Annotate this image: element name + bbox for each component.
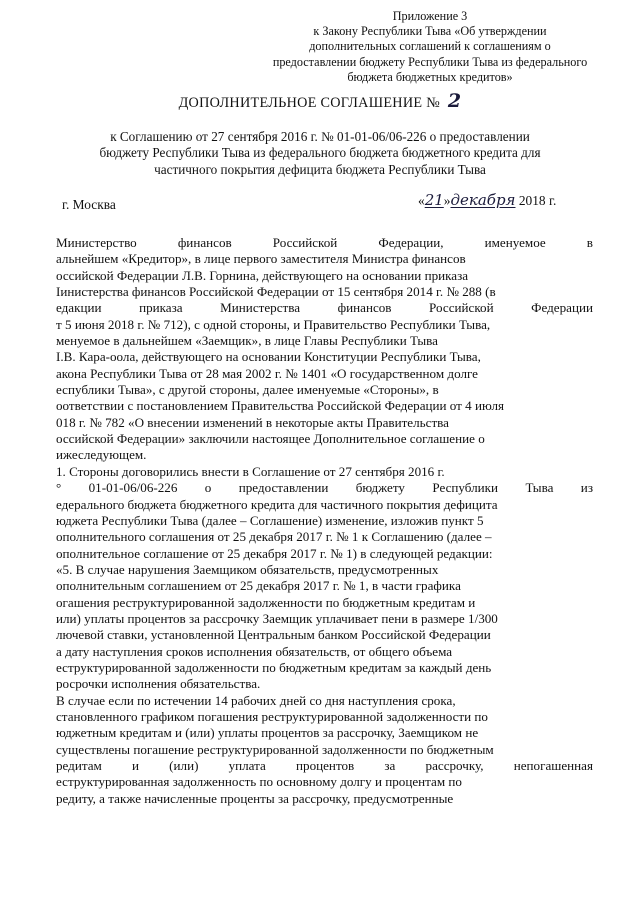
body-text-line: ополнительного соглашения от 25 декабря 2017 г. № 1 к Соглашению (далее –: [56, 529, 492, 545]
agreement-subject: [40, 129, 600, 178]
handwritten-day: 21: [424, 191, 444, 209]
subject-line: к Соглашению от 27 сентября 2016 г. № 01-01-06/06-226 о предоставлении: [110, 129, 530, 144]
body-text-line: оссийской Федерации» заключили настоящее Дополнительное соглашение о: [56, 431, 485, 447]
appendix-line: дополнительных соглашений к соглашениям о: [309, 39, 551, 54]
appendix-note: [270, 9, 590, 85]
body-text-line: юджетным кредитам и (или) уплаты процентов за рассрочку, Заемщиком не: [56, 725, 479, 741]
date-close-quote: »: [443, 193, 451, 208]
body-text-line: ополнительным соглашением от 25 декабря 2017 г. № 1, в части графика: [56, 578, 461, 594]
body-text-line: Министерство финансов Российской Федерации, именуемое в: [56, 235, 593, 250]
body-text-line: т 5 июня 2018 г. № 712), с одной стороны, и Правительство Республики Тыва,: [56, 316, 491, 332]
body-text-line: Іинистерства финансов Российской Федерации от 15 сентября 2014 г. № 288 (в: [56, 284, 496, 300]
appendix-line: Приложение 3: [392, 9, 468, 23]
handwritten-month: декабря: [450, 191, 516, 209]
body-text-line: существлены погашение реструктурированной задолженности по бюджетным: [56, 741, 494, 757]
appendix-line: предоставлении бюджету Республики Тыва из федерального: [272, 54, 588, 69]
body-text-line: огашения реструктурированной задолженности по бюджетным кредитам и: [56, 594, 476, 610]
body-text-line: редитам и (или) уплата процентов за рассрочку, непогашенная: [56, 758, 593, 773]
signing-date: [418, 191, 556, 209]
body-text-line: лючевой ставки, установленной Центральным банком Российской Федерации: [56, 627, 491, 643]
body-text-line: «5. В случае нарушения Заемщиком обязательств, предусмотренных: [56, 561, 439, 577]
body-text-line: менуемое в дальнейшем «Заемщик», в лице Главы Республики Тыва: [56, 333, 438, 349]
body-text-line: ополнительное соглашение от 25 декабря 2017 г. № 1) в следующей редакции:: [56, 545, 493, 561]
place-of-signing: г. Москва: [62, 197, 116, 212]
body-text-line: ° 01-01-06/06-226 о предоставлении бюджету Республики Тыва из: [56, 480, 593, 496]
body-text-line: росрочки исполнения обязательства.: [56, 676, 261, 692]
body-text-line: еструктурированной задолженности по бюджетным кредитам за каждый день: [56, 659, 492, 675]
body-text-line: редиту, а также начисленные проценты за рассрочку, предусмотренные: [56, 790, 454, 806]
body-text-line: оссийской Федерации Л.В. Горнина, действующего на основании приказа: [56, 267, 469, 283]
body-text-line: 018 г. № 782 «О внесении изменений в некоторые акты Правительства: [56, 414, 449, 430]
body-text-line: ижеследующем.: [56, 447, 147, 463]
body-text-line: становленного графиком погашения реструктурированной задолженности по: [56, 708, 488, 724]
subject-line: бюджету Республики Тыва из федерального бюджета бюджетного кредита для: [99, 145, 541, 161]
body-text-line: оответствии с постановлением Правительства Российской Федерации от 4 июля: [56, 398, 505, 414]
body-text-line: альнейшем «Кредитор», в лице первого заместителя Министра финансов: [56, 251, 466, 267]
date-year: 2018 г.: [518, 193, 557, 208]
appendix-line: бюджета бюджетных кредитов»: [347, 69, 513, 84]
body-text-line: а дату наступления сроков исполнения обязательств, от общего объема: [56, 643, 453, 659]
appendix-line: к Закону Республики Тыва «Об утверждении: [313, 24, 547, 39]
body-text-line: еспублики Тыва», с другой стороны, далее именуемые «Стороны», в: [56, 382, 439, 398]
body-text-line: едакции приказа Министерства финансов Российской Федерации: [56, 300, 593, 316]
date-open-quote: «: [418, 193, 425, 208]
body-text-line: или) уплаты процентов за рассрочку Заемщик уплачивает пени в размере 1/300: [56, 610, 498, 626]
body-text-line: 1. Стороны договорились внести в Соглашение от 27 сентября 2016 г.: [56, 463, 445, 479]
body-text-line: В случае если по истечении 14 рабочих дней со дня наступления срока,: [56, 692, 456, 708]
agreement-body: [56, 235, 593, 807]
body-text-line: юджета Республики Тыва (далее – Соглашение) изменение, изложив пункт 5: [56, 512, 484, 528]
subject-line: частичного покрытия дефицита бюджета Республики Тыва: [154, 161, 486, 177]
handwritten-agreement-number: 2: [447, 90, 462, 112]
document-title-text: ДОПОЛНИТЕЛЬНОЕ СОГЛАШЕНИЕ №: [178, 95, 441, 111]
document-title: [0, 90, 640, 112]
body-text-line: І.В. Кара-оола, действующего на основании Конституции Республики Тыва,: [56, 349, 481, 365]
body-text-line: еструктурированная задолженность по основному долгу и процентам по: [56, 774, 462, 790]
body-text-line: акона Республики Тыва от 28 мая 2002 г. № 1401 «О государственном долге: [56, 365, 478, 381]
body-text-line: едерального бюджета бюджетного кредита для частичного покрытия дефицита: [56, 496, 498, 512]
